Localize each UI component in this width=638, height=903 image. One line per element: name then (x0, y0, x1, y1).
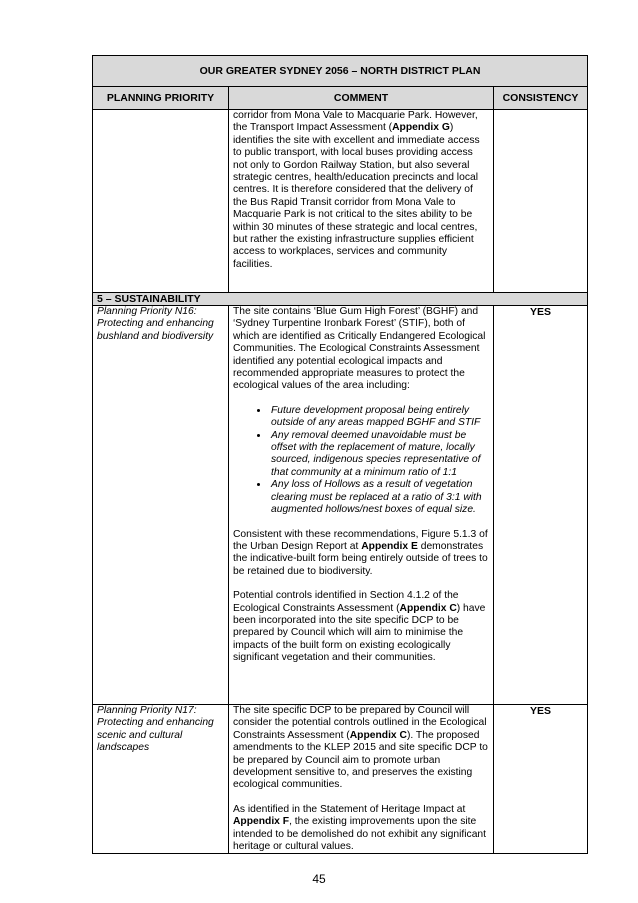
table-header-row (93, 87, 588, 110)
n16-intro: The site contains ‘Blue Gum High Forest’ (BGHF) and ‘Sydney Turpentine Ironbark Forest’ (STIF), both of which are identified as Critically Endangered Ecological Communities. The Ecological Constraints Assessment identified any potential ecological impacts and recommended appropriate measures to protect the ecological values of the area including: (233, 306, 486, 392)
header-consistency: CONSISTENCY (494, 87, 588, 110)
page-number: 45 (312, 872, 326, 886)
priority-cell-empty (93, 110, 229, 293)
section-row (93, 293, 588, 306)
comment-text: ). The proposed amendments to the KLEP 2015 and site specific DCP to be prepared by Council aim to promote urban development sensitive to, and preserves the existing ecological communities. (233, 729, 488, 791)
comment-text: ) have been incorporated into the site specific DCP to be prepared by Council which will aim to minimise the impacts of the built form on existing ecologically significant vegetation and their communities. (233, 602, 486, 664)
comment-cell-n17 (229, 705, 494, 854)
comment-text: As identified in the Statement of Heritage Impact at (233, 803, 466, 815)
table-title: OUR GREATER SYDNEY 2056 – NORTH DISTRICT PLAN (93, 56, 588, 87)
comment-text: corridor from Mona Vale to Macquarie Park. However, the Transport Impact Assessment ( (233, 110, 478, 134)
priority-n16: Planning Priority N16: Protecting and enhancing bushland and biodiversity (93, 306, 229, 705)
continued-comment-paragraph (233, 110, 489, 271)
n16-paragraph-3 (233, 590, 489, 664)
priority-n17: Planning Priority N17: Protecting and enhancing scenic and cultural landscapes (93, 705, 229, 854)
table-title-row (93, 56, 588, 87)
list-item: • Future development proposal being entirely outside of any areas mapped BGHF and STIF (269, 405, 489, 430)
list-item: • Any loss of Hollows as a result of vegetation clearing must be replaced at a ratio of 3:1 with augmented hollows/nest boxes of equal size. (269, 479, 489, 516)
district-plan-table (92, 55, 588, 854)
header-planning-priority: PLANNING PRIORITY (93, 87, 229, 110)
comment-cell-continued (229, 110, 494, 293)
comment-text: ) identifies the site with excellent and immediate access to public transport, with local buses providing access not only to Gordon Railway Station, but also several strategic centres, health/education precincts and local centres. It is therefore considered that the delivery of the Bus Rapid Transit corridor from Mona Vale to Macquarie Park is not critical to the sites ability to be within 30 minutes of these strategic and local centres, but rather the existing infrastructure supplies efficient access to workplaces, services and community facilities. (233, 122, 480, 270)
section-heading: 5 – SUSTAINABILITY (93, 293, 588, 306)
appendix-reference: Appendix C (349, 729, 407, 741)
table-row-n16 (93, 306, 588, 705)
comment-text: Consistent with these recommendations, Figure 5.1.3 of the Urban Design Report at (233, 528, 488, 552)
comment-text: , the existing improvements upon the site intended to be demolished do not exhibit any significant heritage or cultural values. (233, 816, 487, 853)
table-row-n17 (93, 705, 588, 854)
appendix-reference: Appendix E (361, 540, 418, 552)
list-item: • Any removal deemed unavoidable must be offset with the replacement of mature, locally sourced, indigenous species representative of that community at a minimum ratio of 1:1 (269, 430, 489, 480)
table-row-continued (93, 110, 588, 293)
plan-table-container (92, 55, 587, 854)
header-comment: COMMENT (229, 87, 494, 110)
n16-bullet-list (233, 405, 489, 517)
comment-text: The site specific DCP to be prepared by Council will consider the potential controls outlined in the Ecological Constraints Assessment ( (233, 705, 487, 741)
appendix-reference: Appendix C (399, 602, 457, 614)
comment-text: demonstrates the indicative-built form being entirely outside of trees to be retained due to biodiversity. (233, 540, 488, 577)
appendix-reference: Appendix G (392, 122, 450, 134)
n17-paragraph-1 (233, 705, 489, 792)
consistency-cell-empty (494, 110, 588, 293)
comment-cell-n16 (229, 306, 494, 705)
n16-paragraph-2 (233, 529, 489, 579)
appendix-reference: Appendix F (233, 816, 290, 828)
consistency-n17: YES (494, 705, 588, 854)
consistency-n16: YES (494, 306, 588, 705)
comment-text: Potential controls identified in Section 4.1.2 of the Ecological Constraints Assessment ( (233, 590, 459, 614)
n17-paragraph-2 (233, 804, 489, 854)
